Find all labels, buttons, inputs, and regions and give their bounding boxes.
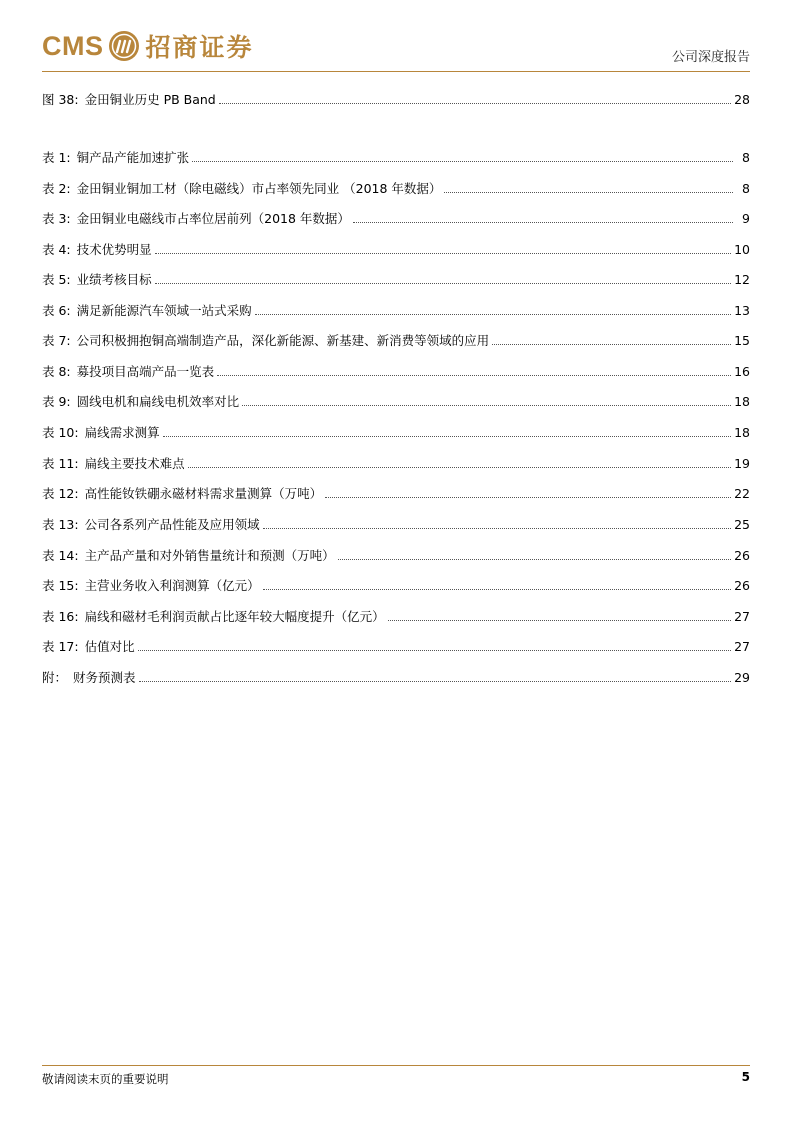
- toc-title: 募投项目高端产品一览表: [76, 363, 215, 379]
- toc-entry[interactable]: [42, 266, 750, 286]
- toc-dot-leader: [444, 191, 733, 193]
- toc-page-number: 16: [734, 363, 750, 379]
- toc-title: 满足新能源汽车领域一站式采购: [76, 302, 252, 318]
- toc-title: 扁线主要技术难点: [84, 455, 185, 471]
- toc-page-number: 22: [734, 485, 750, 501]
- toc-title: 技术优势明显: [76, 241, 152, 257]
- toc-page-number: 28: [734, 91, 750, 107]
- toc-page-number: 18: [734, 424, 750, 440]
- toc-label: 表 9:: [42, 393, 71, 409]
- toc-dot-leader: [263, 527, 731, 529]
- toc-page-number: 27: [734, 608, 750, 624]
- toc-dot-leader: [255, 313, 731, 315]
- toc-title: 金田铜业铜加工材（除电磁线）市占率领先同业 （2018 年数据）: [76, 180, 442, 196]
- toc-title: 公司各系列产品性能及应用领域: [84, 516, 260, 532]
- toc-entry[interactable]: [42, 633, 750, 653]
- toc-entry[interactable]: [42, 144, 750, 164]
- toc-title: 估值对比: [84, 638, 135, 654]
- toc-label: 表 13:: [42, 516, 79, 532]
- toc-page-number: 27: [734, 638, 750, 654]
- toc-entry[interactable]: [42, 450, 750, 470]
- toc-dot-leader: [353, 221, 733, 223]
- toc-page-number: 29: [734, 669, 750, 685]
- toc-title: 财务预测表: [73, 669, 136, 685]
- toc-entry[interactable]: [42, 664, 750, 684]
- toc-title: 金田铜业电磁线市占率位居前列（2018 年数据）: [76, 210, 350, 226]
- toc-entry[interactable]: [42, 542, 750, 562]
- toc-entry[interactable]: [42, 358, 750, 378]
- toc-label: 表 11:: [42, 455, 79, 471]
- toc-entry[interactable]: [42, 572, 750, 592]
- toc-label: 表 3:: [42, 210, 71, 226]
- toc-entry[interactable]: [42, 236, 750, 256]
- toc-title: 圆线电机和扁线电机效率对比: [76, 393, 240, 409]
- logo-emblem-icon: [108, 30, 140, 62]
- toc-label: 表 15:: [42, 577, 79, 593]
- toc-title: 高性能钕铁硼永磁材料需求量测算（万吨）: [84, 485, 323, 501]
- header-divider: [42, 71, 750, 72]
- toc-label: 表 17:: [42, 638, 79, 654]
- toc-page-number: 9: [742, 210, 750, 226]
- toc-title: 主营业务收入利润测算（亿元）: [84, 577, 260, 593]
- toc-page-number: 15: [734, 332, 750, 348]
- toc-label: 表 1:: [42, 149, 71, 165]
- toc-dot-leader: [139, 680, 732, 682]
- logo-cms-text: CMS: [42, 30, 104, 61]
- toc-dot-leader: [388, 619, 731, 621]
- toc-entry[interactable]: [42, 205, 750, 225]
- toc-entry[interactable]: [42, 480, 750, 500]
- toc-label: 图 38:: [42, 91, 79, 107]
- toc-dot-leader: [188, 466, 731, 468]
- toc-entry[interactable]: [42, 327, 750, 347]
- toc-label: 表 10:: [42, 424, 79, 440]
- toc-entry[interactable]: [42, 603, 750, 623]
- toc-title: 公司积极拥抱铜高端制造产品，深化新能源、新基建、新消费等领域的应用: [76, 332, 490, 348]
- toc-label: 表 14:: [42, 547, 79, 563]
- toc-label: 表 4:: [42, 241, 71, 257]
- toc-label: 表 7:: [42, 332, 71, 348]
- logo-cn-text: 招商证券: [145, 33, 254, 62]
- toc-label: 表 6:: [42, 302, 71, 318]
- toc-entry[interactable]: [42, 175, 750, 195]
- toc-page-number: 10: [734, 241, 750, 257]
- toc-dot-leader: [192, 160, 733, 162]
- page-number: 5: [741, 1070, 750, 1084]
- toc-dot-leader: [492, 343, 731, 345]
- toc-page-number: 18: [734, 393, 750, 409]
- toc-dot-leader: [325, 496, 731, 498]
- toc-dot-leader: [163, 435, 731, 437]
- toc-entry[interactable]: [42, 511, 750, 531]
- toc-dot-leader: [155, 252, 731, 254]
- toc-title: 扁线需求测算: [84, 424, 160, 440]
- toc-entry[interactable]: [42, 419, 750, 439]
- toc-page-number: 19: [734, 455, 750, 471]
- toc-label: 表 5:: [42, 271, 71, 287]
- toc-page-number: 8: [742, 180, 750, 196]
- toc-dot-leader: [338, 558, 731, 560]
- toc-dot-leader: [219, 102, 731, 104]
- toc-page-number: 13: [734, 302, 750, 318]
- toc-dot-leader: [263, 588, 731, 590]
- cms-logo: [42, 26, 254, 66]
- toc-dot-leader: [155, 282, 731, 284]
- toc-page-number: 12: [734, 271, 750, 287]
- toc-label: 表 12:: [42, 485, 79, 501]
- toc-title: 金田铜业历史 PB Band: [84, 91, 216, 107]
- toc-dot-leader: [138, 649, 731, 651]
- page-header: [42, 0, 750, 72]
- toc-title: 铜产品产能加速扩张: [76, 149, 190, 165]
- toc-label: 附：: [42, 669, 68, 685]
- toc-dot-leader: [217, 374, 731, 376]
- toc-title: 扁线和磁材毛利润贡献占比逐年较大幅度提升（亿元）: [84, 608, 385, 624]
- footer-divider: [42, 1065, 750, 1066]
- toc-title: 主产品产量和对外销售量统计和预测（万吨）: [84, 547, 335, 563]
- toc-label: 表 2:: [42, 180, 71, 196]
- toc-page-number: 26: [734, 547, 750, 563]
- toc-page-number: 26: [734, 577, 750, 593]
- toc-page-number: 8: [742, 149, 750, 165]
- toc-entry[interactable]: [42, 86, 750, 106]
- toc-title: 业绩考核目标: [76, 271, 152, 287]
- footer-disclaimer: 敬请阅读末页的重要说明: [42, 1072, 169, 1086]
- toc-page-number: 25: [734, 516, 750, 532]
- toc-label: 表 8:: [42, 363, 71, 379]
- document-type: 公司深度报告: [671, 50, 750, 65]
- toc-entry[interactable]: [42, 388, 750, 408]
- toc-dot-leader: [242, 404, 731, 406]
- toc-entry[interactable]: [42, 297, 750, 317]
- toc-label: 表 16:: [42, 608, 79, 624]
